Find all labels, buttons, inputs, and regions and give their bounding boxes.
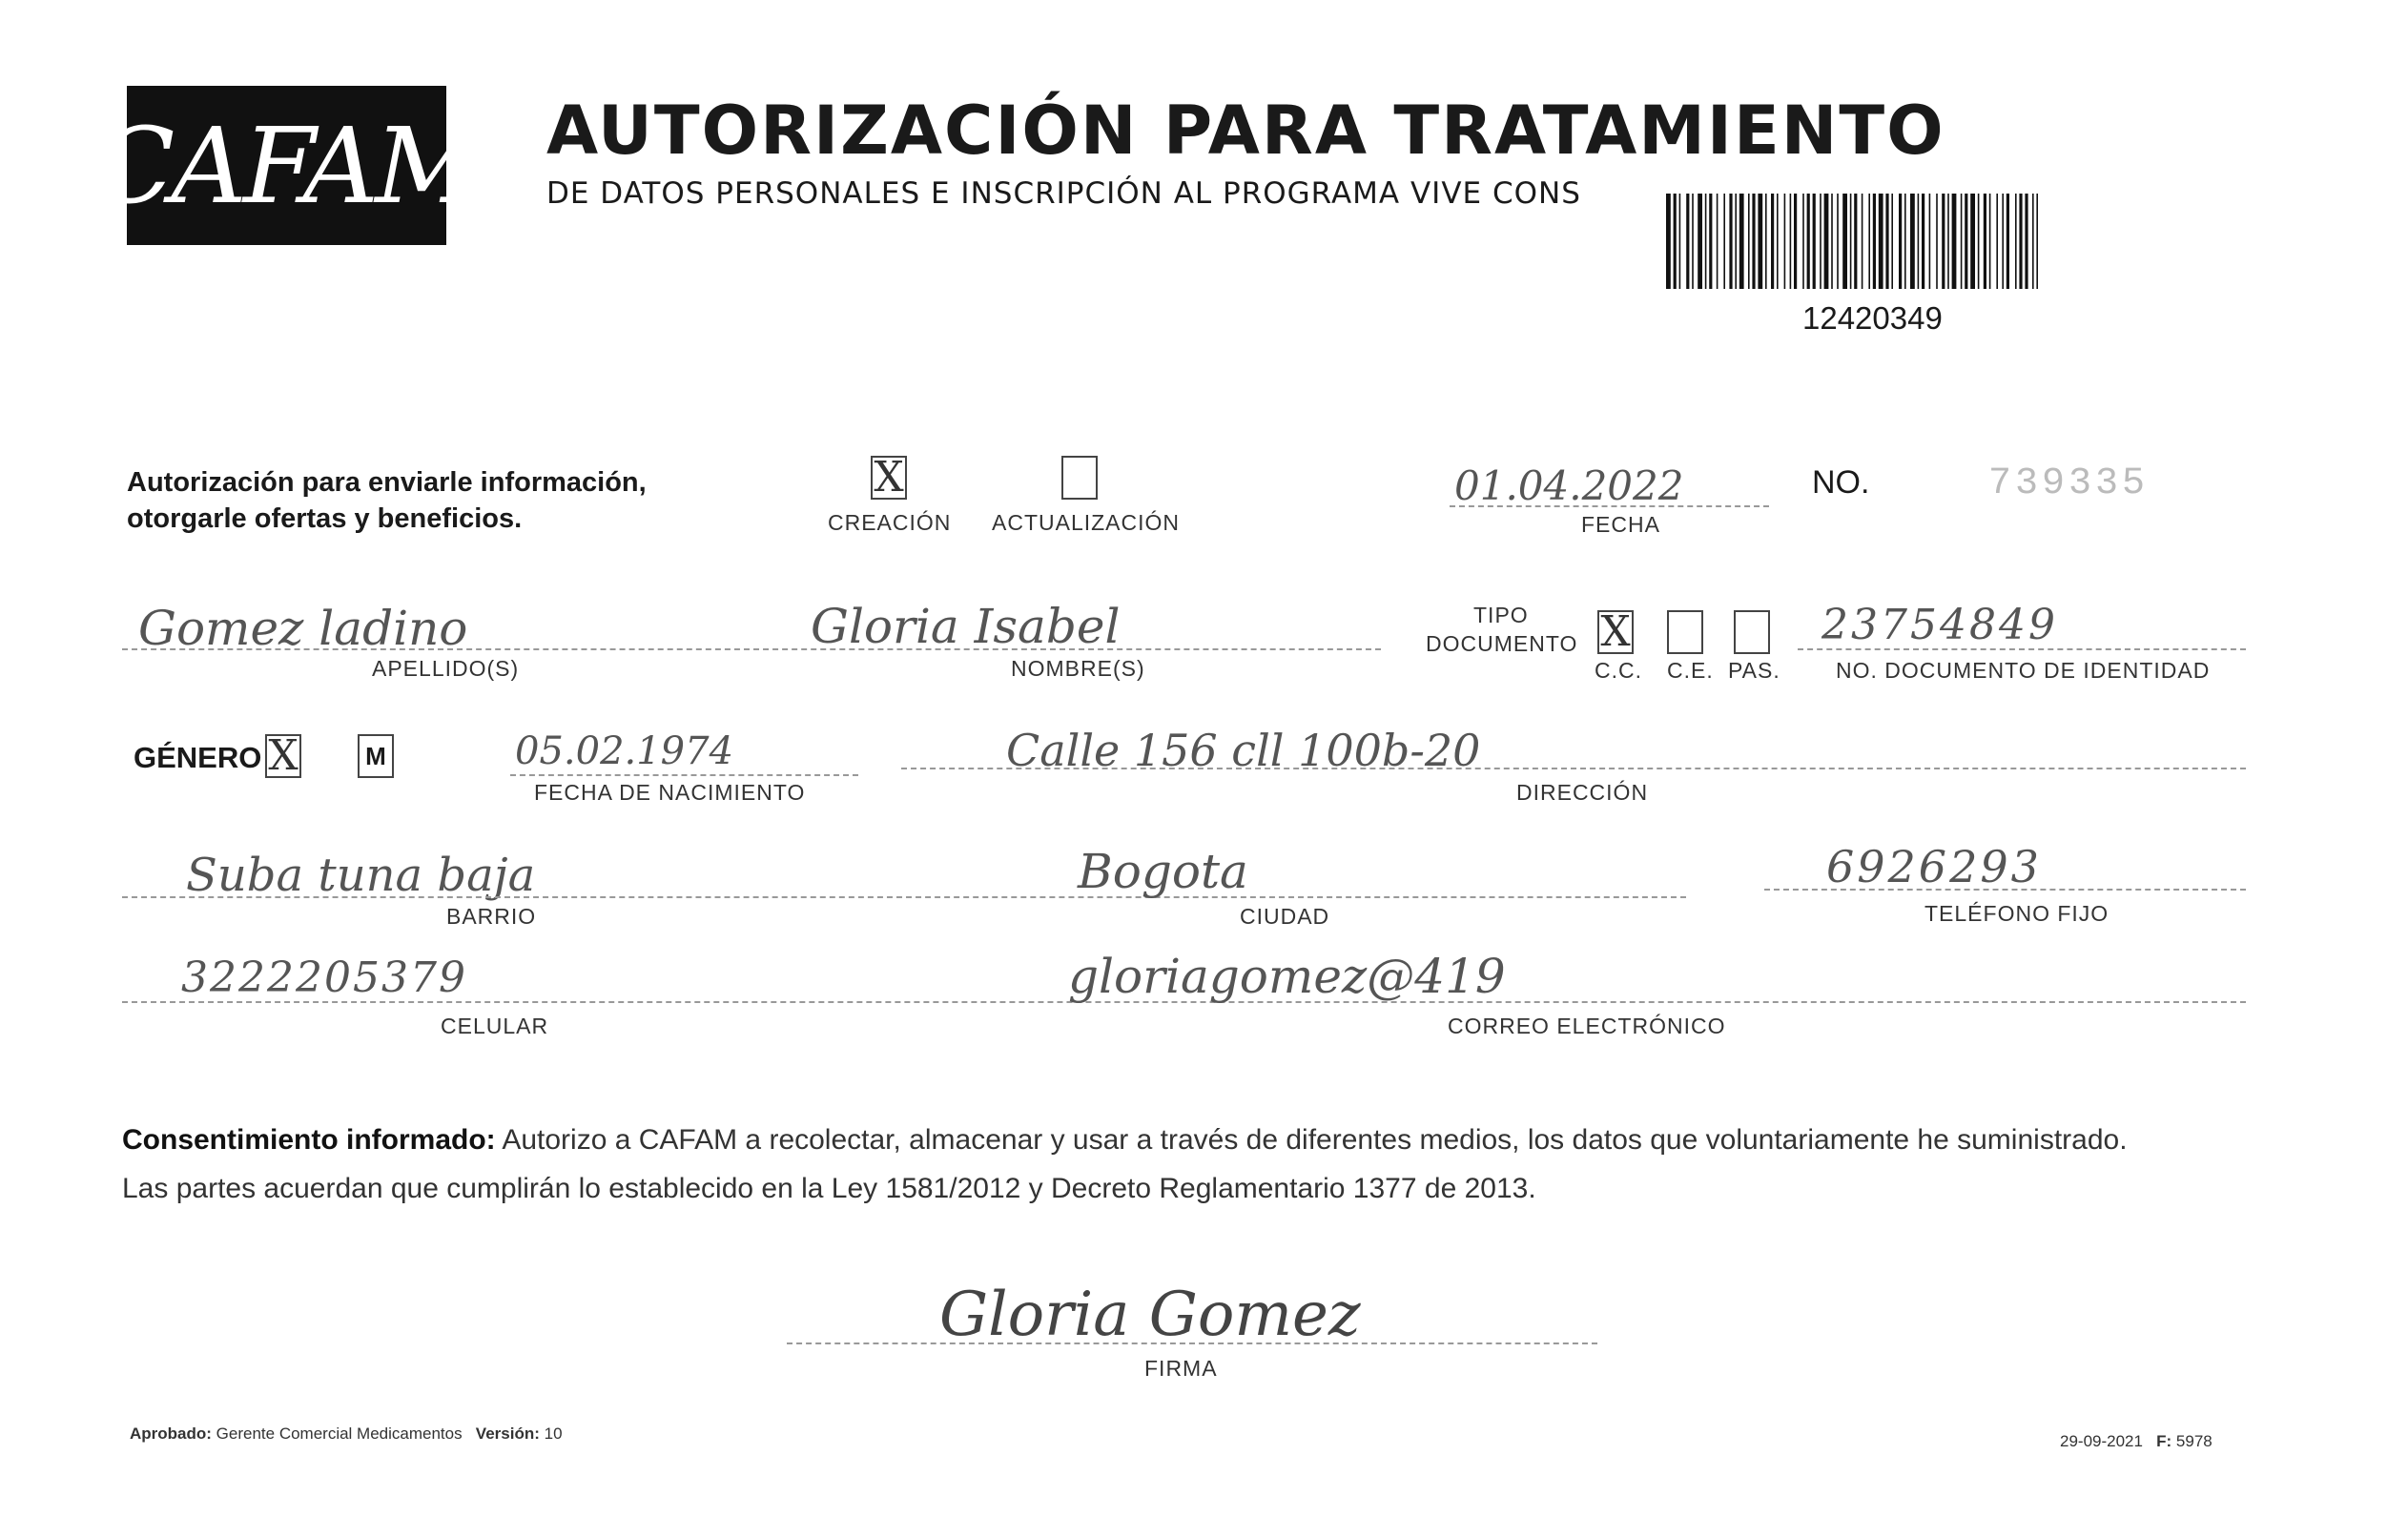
doc-number-value: 23754849 (1821, 601, 2058, 649)
nombres-value: Gloria Isabel (811, 599, 1121, 654)
names-line (122, 648, 1381, 650)
footer-date: 29-09-2021 (2060, 1432, 2143, 1450)
address-label: DIRECCIÓN (1516, 780, 1649, 805)
authorization-heading (127, 464, 647, 537)
doc-type-cc-label: C.C. (1595, 658, 1642, 683)
actualizacion-label: ACTUALIZACIÓN (992, 510, 1181, 535)
barcode-number: 12420349 (1802, 300, 1943, 336)
logo-text: CAFAM (94, 104, 479, 227)
creacion-mark: X (874, 453, 904, 502)
document-title: AUTORIZACIÓN PARA TRATAMIENTO (546, 92, 1945, 170)
authorization-heading-line1: Autorización para enviarle información, (127, 467, 647, 498)
address-value: Calle 156 cll 100b-20 (1006, 725, 1481, 776)
doc-number-line (1798, 648, 2246, 650)
doc-type-cc-checkbox[interactable] (1597, 607, 1634, 656)
documento-label: DOCUMENTO (1426, 631, 1578, 656)
actualizacion-checkbox[interactable] (1061, 456, 1098, 500)
telefono-line (1764, 889, 2246, 891)
consent-text-line1: Autorizo a CAFAM a recolectar, almacenar y usar a través de diferentes medios, los datos que voluntariamente he suministrado. (502, 1124, 2128, 1156)
consent-text-line2: Las partes acuerdan que cumplirán lo establecido en la Ley 1581/2012 y Decreto Reglamentario 1377 de 2013. (122, 1173, 1536, 1204)
fecha-value: 01.04.2022 (1454, 462, 1684, 509)
aprobado-value: Gerente Comercial Medicamentos (216, 1424, 463, 1443)
authorization-heading-line2: otorgarle ofertas y beneficios. (127, 503, 523, 534)
doc-number-label: NO. DOCUMENTO DE IDENTIDAD (1836, 658, 2211, 683)
gender-m-checkbox[interactable]: M (358, 734, 394, 778)
email-label: CORREO ELECTRÓNICO (1448, 1014, 1726, 1038)
gender-f-mark: X (268, 731, 298, 780)
version-value: 10 (544, 1424, 563, 1443)
doc-type-pas-label: PAS. (1728, 658, 1780, 683)
birth-date-line (510, 774, 858, 776)
celular-label: CELULAR (441, 1014, 549, 1038)
doc-type-ce-label: C.E. (1667, 658, 1714, 683)
telefono-value: 6926293 (1826, 841, 2042, 892)
fecha-label: FECHA (1581, 512, 1660, 537)
signature-line (787, 1342, 1597, 1344)
consent-title: Consentimiento informado: (122, 1124, 496, 1156)
email-value: gloriagomez@419 (1068, 949, 1506, 1004)
birth-date-label: FECHA DE NACIMIENTO (534, 780, 806, 805)
doc-type-ce-checkbox[interactable] (1667, 610, 1703, 654)
city-line (122, 896, 1686, 898)
consent-paragraph (122, 1116, 2258, 1213)
ciudad-label: CIUDAD (1240, 904, 1330, 929)
doc-type-pas-checkbox[interactable] (1734, 610, 1770, 654)
apellidos-label: APELLIDO(S) (372, 656, 520, 681)
apellidos-value: Gomez ladino (138, 601, 468, 656)
creacion-label: CREACIÓN (828, 510, 952, 535)
celular-value: 3222205379 (181, 953, 467, 1002)
footer-approval (130, 1424, 563, 1444)
cafam-logo (94, 86, 479, 245)
signature-value: Gloria Gomez (939, 1280, 1361, 1350)
ciudad-value: Bogota (1078, 844, 1248, 899)
barrio-label: BARRIO (446, 904, 537, 929)
gender-f-checkbox[interactable] (265, 731, 301, 780)
telefono-label: TELÉFONO FIJO (1924, 901, 2110, 926)
address-line (901, 768, 2246, 769)
signature-label: FIRMA (1144, 1356, 1218, 1381)
fecha-line (1450, 505, 1769, 507)
footer-code (2060, 1432, 2212, 1451)
birth-date-value: 05.02.1974 (515, 729, 734, 773)
form-number: 739335 (1988, 462, 2150, 505)
nombres-label: NOMBRE(S) (1011, 656, 1145, 681)
barcode (1664, 194, 2041, 289)
creacion-checkbox[interactable] (871, 453, 907, 502)
tipo-label: TIPO (1473, 603, 1529, 627)
document-subtitle: DE DATOS PERSONALES E INSCRIPCIÓN AL PROGRAMA VIVE CONS (546, 176, 1581, 211)
version-label: Versión: (475, 1424, 540, 1443)
genero-label: GÉNERO (134, 741, 262, 774)
aprobado-label: Aprobado: (130, 1424, 212, 1443)
footer-code-label: F: (2156, 1432, 2172, 1450)
barrio-value: Suba tuna baja (186, 849, 536, 902)
no-label: NO. (1812, 464, 1870, 501)
doc-type-cc-mark: X (1600, 607, 1631, 656)
footer-code-value: 5978 (2175, 1432, 2212, 1450)
